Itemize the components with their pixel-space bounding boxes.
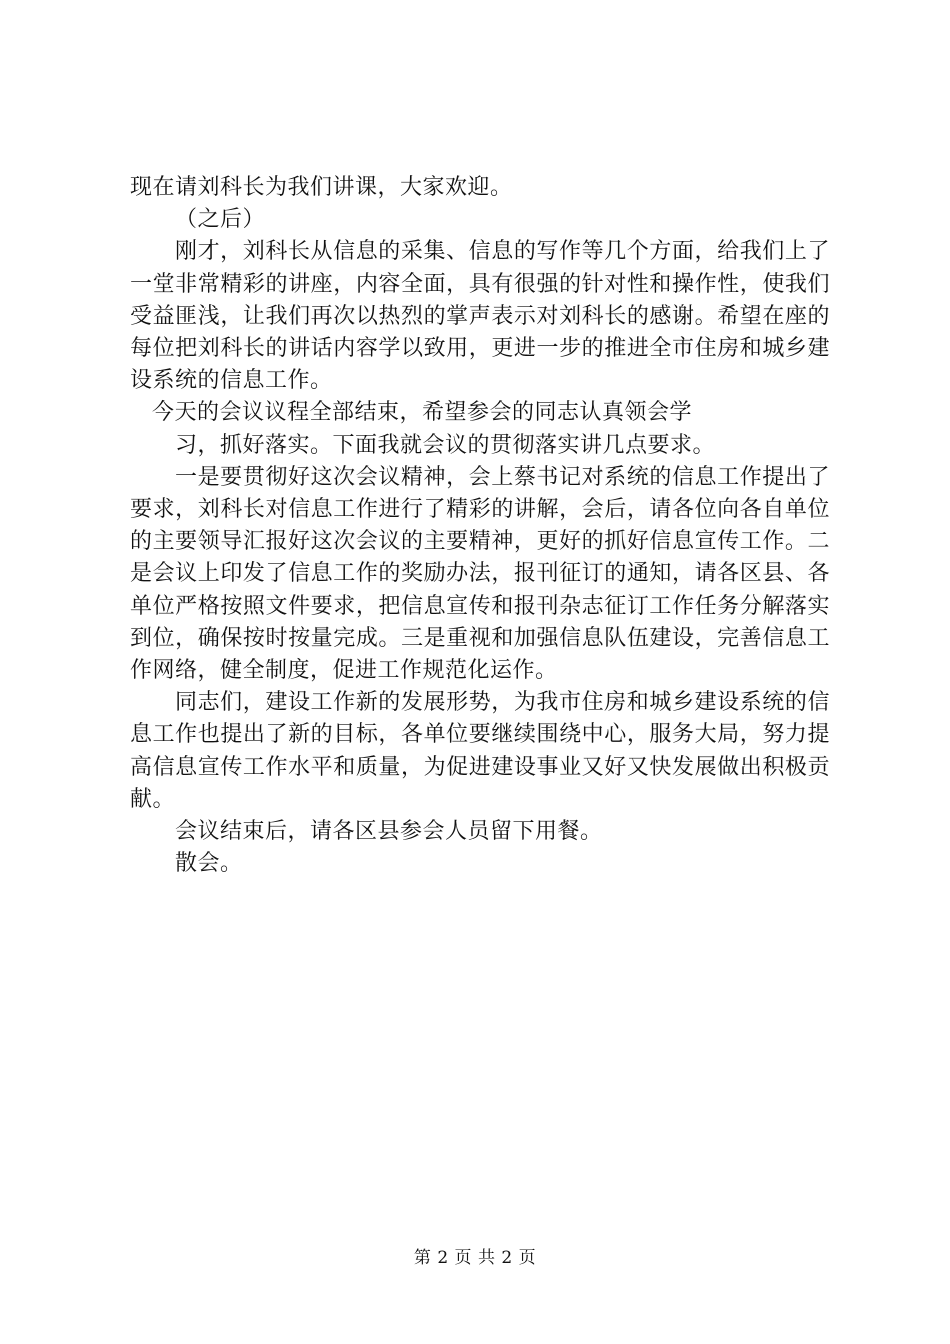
paragraph-requirements: 一是要贯彻好这次会议精神，会上蔡书记对系统的信息工作提出了要求，刘科长对信息工作进行了精彩的讲解，会后，请各位向各自单位的主要领导汇报好这次会议的主要精神，更好的抓好信息宣传工作。二是会议上印发了信息工作的奖励办法，报刊征订的通知，请各区县、各单位严格按照文件要求，把信息宣传和报刊杂志征订工作任务分解落实到位，确保按时按量完成。三是重视和加强信息队伍建设，完善信息工作网络，健全制度，促进工作规范化运作。 [130, 464, 830, 684]
page-number-footer: 第 2 页 共 2 页 [413, 1248, 537, 1268]
document-body [130, 172, 830, 880]
paragraph-adjourn: 散会。 [175, 851, 243, 877]
paragraph-thanks: 刚才，刘科长从信息的采集、信息的写作等几个方面，给我们上了一堂非常精彩的讲座，内容全面，具有很强的针对性和操作性，使我们受益匪浅，让我们再次以热烈的掌声表示对刘科长的感谢。希望在座的每位把刘科长的讲话内容学以致用，更进一步的推进全市住房和城乡建设系统的信息工作。 [130, 239, 830, 394]
paragraph-meal: 会议结束后，请各区县参会人员留下用餐。 [175, 819, 603, 845]
paragraph-comrades: 同志们，建设工作新的发展形势，为我市住房和城乡建设系统的信息工作也提出了新的目标，各单位要继续围绕中心，服务大局，努力提高信息宣传工作水平和质量，为促进建设事业又好又快发展做出积极贡献。 [130, 690, 830, 812]
paragraph-invite: 现在请刘科长为我们讲课，大家欢迎。 [130, 175, 513, 200]
paragraph-after: （之后） [175, 207, 266, 233]
paragraph-agenda-continue: 习，抓好落实。下面我就会议的贯彻落实讲几点要求。 [175, 432, 716, 458]
paragraph-agenda-end: 今天的会议议程全部结束，希望参会的同志认真领会学 [152, 400, 693, 426]
